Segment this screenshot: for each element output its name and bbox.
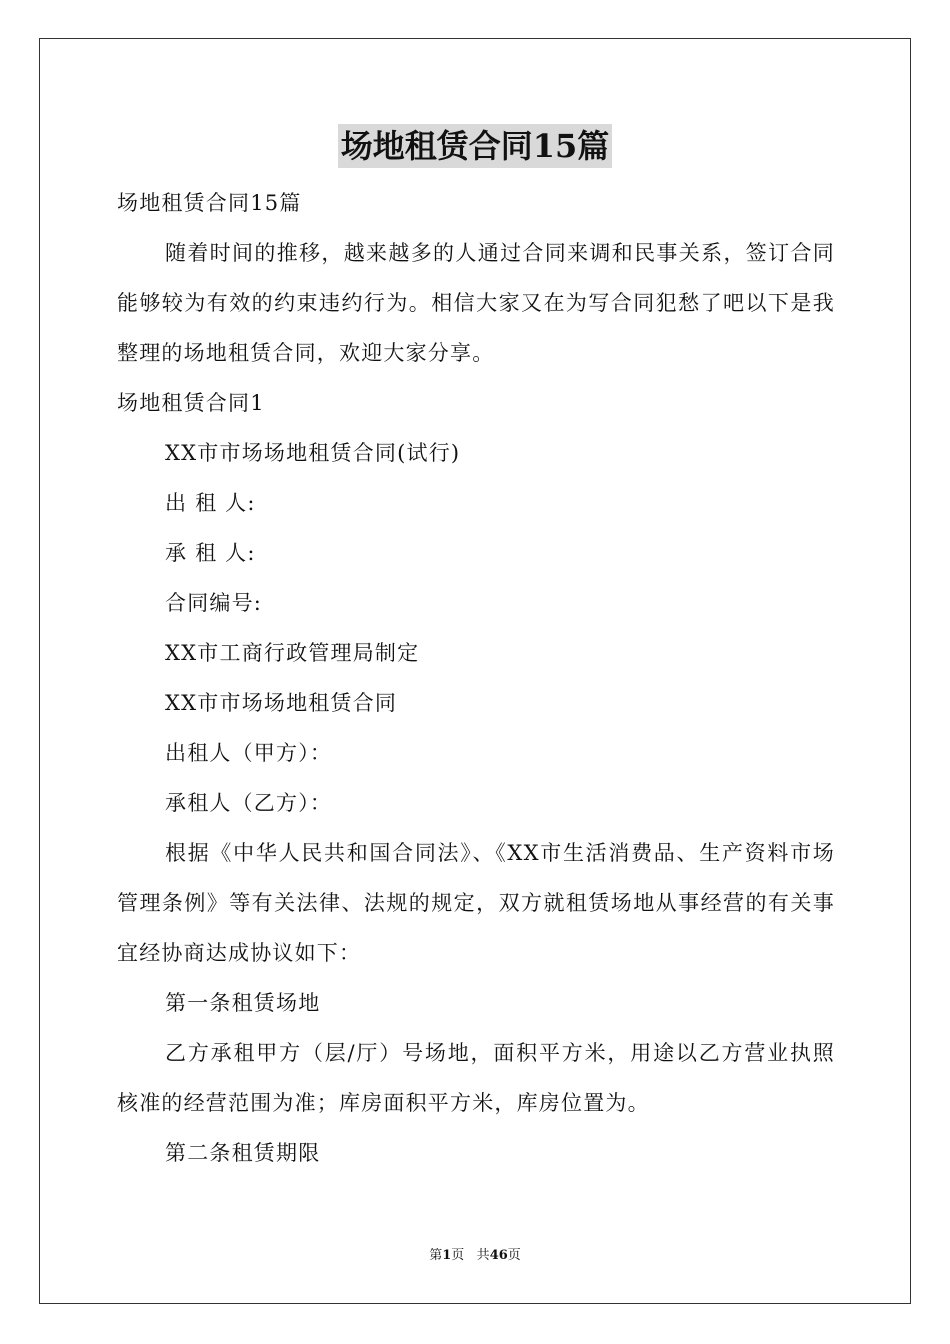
paragraph: 乙方承租甲方（层/厅）号场地，面积平方米，用途以乙方营业执照核准的经营范围为准；库房面积平方米，库房位置为。 <box>117 1041 835 1115</box>
paragraph: 出 租 人: <box>165 491 256 515</box>
page-total: 46 <box>489 1248 508 1263</box>
total-suffix: 页 <box>507 1248 521 1263</box>
paragraph: 根据《中华人民共和国合同法》、《XX市生活消费品、生产资料市场管理条例》等有关法律、法规的规定，双方就租赁场地从事经营的有关事宜经协商达成协议如下： <box>117 841 835 965</box>
page-footer <box>0 1247 950 1265</box>
paragraph: 随着时间的推移，越来越多的人通过合同来调和民事关系，签订合同能够较为有效的约束违约行为。相信大家又在为写合同犯愁了吧以下是我整理的场地租赁合同，欢迎大家分享。 <box>117 241 835 365</box>
paragraph: XX市市场场地租赁合同 <box>165 691 398 715</box>
paragraph: XX市市场场地租赁合同(试行) <box>165 441 461 465</box>
paragraph: XX市工商行政管理局制定 <box>165 641 420 665</box>
page-suffix: 页 <box>451 1248 465 1263</box>
page-current: 1 <box>442 1248 452 1263</box>
paragraph: 承 租 人: <box>165 541 256 565</box>
paragraph: 第一条租赁场地 <box>165 991 321 1015</box>
paragraph: 承租人（乙方）： <box>165 791 333 815</box>
document-body <box>117 178 835 1178</box>
paragraph: 合同编号: <box>165 591 263 615</box>
paragraph: 场地租赁合同1 <box>117 391 265 415</box>
title-container <box>0 124 950 168</box>
total-prefix: 共 <box>476 1248 490 1263</box>
paragraph: 场地租赁合同15篇 <box>117 191 302 215</box>
paragraph: 第二条租赁期限 <box>165 1141 321 1165</box>
paragraph: 出租人（甲方）： <box>165 741 333 765</box>
page-prefix: 第 <box>429 1248 443 1263</box>
document-title: 场地租赁合同15篇 <box>338 124 613 168</box>
